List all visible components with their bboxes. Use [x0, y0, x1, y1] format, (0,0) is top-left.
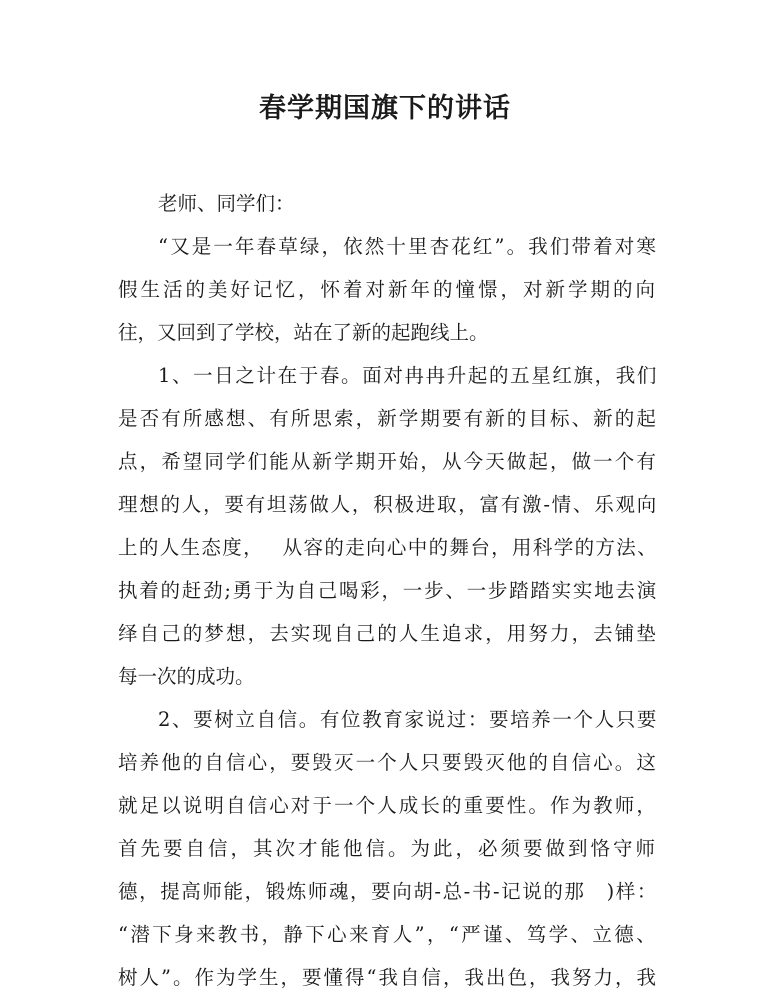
- text-line: 往，又回到了学校，站在了新的起跑线上。: [118, 321, 489, 344]
- text-line: 老师、同学们：: [158, 192, 295, 215]
- text-line: “潜下身来教书，静下心来育人”，“严谨、笃学、立德、: [118, 923, 658, 946]
- text-line: 假生活的美好记忆，怀着对新年的憧憬，对新学期的向: [118, 278, 658, 301]
- text-line: 就足以说明自信心对于一个人成长的重要性。作为教师，: [118, 794, 658, 817]
- text-line: 德，提高师能，锻炼师魂，要向胡-总-书-记说的那 )样：: [118, 880, 658, 903]
- document-title: 春学期国旗下的讲话: [259, 93, 511, 124]
- text-line: 树人”。作为学生，要懂得“我自信，我出色，我努力，我: [118, 966, 658, 989]
- text-line: 点，希望同学们能从新学期开始，从今天做起，做一个有: [118, 450, 658, 473]
- text-line: 2、要树立自信。有位教育家说过：要培养一个人只要: [158, 708, 658, 731]
- text-line: 首先要自信，其次才能他信。为此，必须要做到恪守师: [118, 837, 658, 860]
- text-line: 培养他的自信心，要毁灭一个人只要毁灭他的自信心。这: [118, 751, 658, 774]
- document-body: [118, 182, 658, 999]
- text-line: 理想的人，要有坦荡做人，积极进取，富有激-情、乐观向: [118, 493, 658, 516]
- text-line: 绎自己的梦想，去实现自己的人生追求，用努力，去铺垫: [118, 622, 658, 645]
- text-line: 1、一日之计在于春。面对冉冉升起的五星红旗，我们: [158, 364, 658, 387]
- text-line: “又是一年春草绿，依然十里杏花红”。我们带着对寒: [158, 235, 658, 258]
- text-line: 上的人生态度， 从容的走向心中的舞台，用科学的方法、: [118, 536, 658, 559]
- text-line: 是否有所感想、有所思索，新学期要有新的目标、新的起: [118, 407, 658, 430]
- text-line: 每一次的成功。: [118, 665, 255, 688]
- text-line: 执着的赶劲;勇于为自己喝彩，一步、一步踏踏实实地去演: [118, 579, 658, 602]
